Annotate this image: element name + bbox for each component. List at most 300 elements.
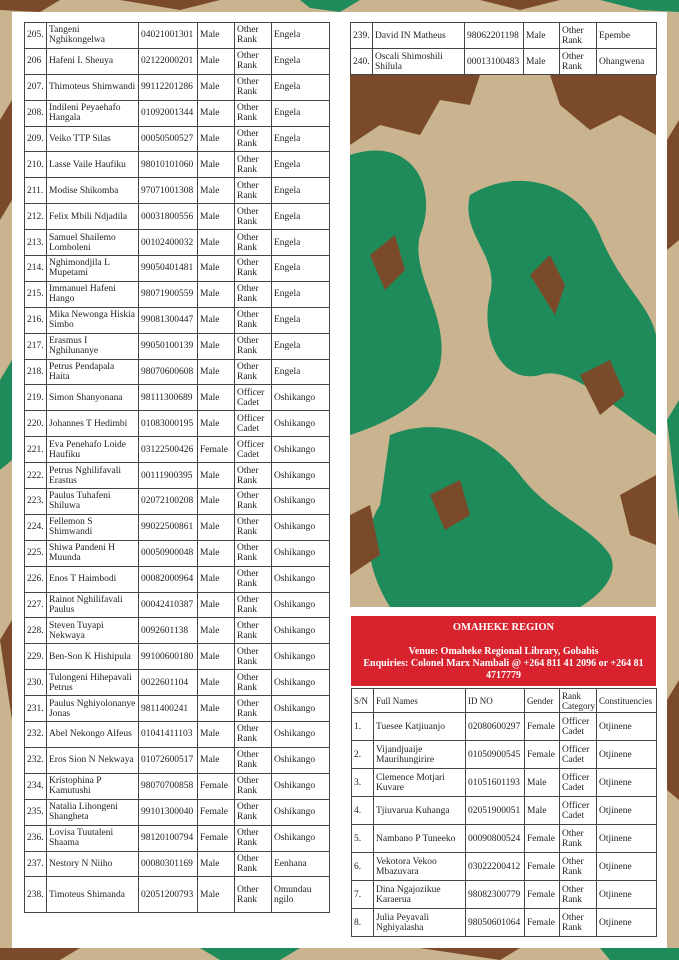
cell-id-no: 01051601193 [466, 769, 525, 797]
cell-rank: Officer Cadet [560, 741, 597, 769]
cell-full-name: Nambano P Tuneeko [374, 825, 466, 853]
cell-id-no: 00042410387 [139, 592, 198, 618]
cell-gender: Female [198, 825, 235, 851]
cell-id-no: 00050900048 [139, 540, 198, 566]
cell-constituency: Oshikango [272, 514, 330, 540]
table-row [352, 713, 657, 741]
cell-gender: Male [198, 126, 235, 152]
cell-constituency: Oshikango [272, 411, 330, 437]
cell-full-name: David IN Matheus [373, 23, 465, 49]
cell-gender: Female [525, 909, 560, 937]
cell-constituency: Oshikango [272, 747, 330, 773]
cell-gender: Male [198, 100, 235, 126]
table-row [25, 307, 330, 333]
table-row [25, 74, 330, 100]
cell-full-name: Eros Sion N Nekwaya [47, 747, 139, 773]
header-sn: S/N [352, 689, 374, 713]
cell-id-no: 01072600517 [139, 747, 198, 773]
cell-sn: 238. [25, 877, 47, 913]
region-header-box [351, 616, 656, 686]
cell-gender: Male [524, 49, 560, 75]
cell-gender: Male [198, 23, 235, 49]
cell-sn: 5. [352, 825, 374, 853]
cell-rank: Other Rank [560, 853, 597, 881]
cell-gender: Female [198, 799, 235, 825]
cell-sn: 211. [25, 178, 47, 204]
cell-rank: Officer Cadet [560, 797, 597, 825]
cell-sn: 215. [25, 281, 47, 307]
cell-constituency: Engela [272, 152, 330, 178]
table-row [25, 696, 330, 722]
table-row [25, 126, 330, 152]
cell-constituency: Engela [272, 100, 330, 126]
header-constituencies: Constituencies [597, 689, 657, 713]
cell-constituency: Oshikango [272, 385, 330, 411]
cell-rank: Other Rank [235, 566, 272, 592]
cell-gender: Female [525, 741, 560, 769]
cell-gender: Male [198, 152, 235, 178]
cell-full-name: Lovisa Tuutaleni Shaama [47, 825, 139, 851]
cell-rank: Other Rank [235, 152, 272, 178]
cell-full-name: Modise Shikomba [47, 178, 139, 204]
cell-sn: 220. [25, 411, 47, 437]
cell-full-name: Fellemon S Shimwandi [47, 514, 139, 540]
cell-full-name: Clemence Motjari Kuvare [374, 769, 466, 797]
cell-full-name: Dina Ngajozikue Karaerua [374, 881, 466, 909]
cell-rank: Other Rank [235, 747, 272, 773]
cell-gender: Male [524, 23, 560, 49]
cell-constituency: Oshikango [272, 773, 330, 799]
cell-full-name: Simon Shanyonana [47, 385, 139, 411]
cell-constituency: Engela [272, 204, 330, 230]
cell-sn: 227. [25, 592, 47, 618]
cell-gender: Male [198, 411, 235, 437]
cell-rank: Officer Cadet [235, 385, 272, 411]
cell-rank: Other Rank [235, 126, 272, 152]
cell-sn: 3. [352, 769, 374, 797]
cell-gender: Male [198, 333, 235, 359]
cell-sn: 235. [25, 799, 47, 825]
table-row [25, 178, 330, 204]
cell-id-no: 99100600180 [139, 644, 198, 670]
cell-full-name: Felix Mbili Ndjadila [47, 204, 139, 230]
cell-gender: Male [198, 385, 235, 411]
table-row [25, 411, 330, 437]
cell-id-no: 98071900559 [139, 281, 198, 307]
cell-constituency: Otjinene [597, 909, 657, 937]
table-row [25, 437, 330, 463]
cell-rank: Other Rank [560, 825, 597, 853]
cell-id-no: 02051900051 [466, 797, 525, 825]
cell-gender: Male [198, 747, 235, 773]
cell-sn: 231. [25, 696, 47, 722]
cell-constituency: Engela [272, 333, 330, 359]
table-row [25, 851, 330, 877]
cell-full-name: Johannes T Hedimbi [47, 411, 139, 437]
region-venue: Venue: Omaheke Regional Library, Gobabis [408, 646, 599, 657]
cell-full-name: Julia Peyavali Nghiyalasha [374, 909, 466, 937]
cell-gender: Male [198, 359, 235, 385]
table-row [25, 256, 330, 282]
cell-rank: Other Rank [235, 230, 272, 256]
cell-rank: Other Rank [235, 877, 272, 913]
table-row [25, 100, 330, 126]
cell-sn: 232. [25, 747, 47, 773]
table-row [25, 23, 330, 49]
cell-id-no: 03022200412 [466, 853, 525, 881]
cell-id-no: 02072100208 [139, 489, 198, 515]
cell-id-no: 01041411103 [139, 722, 198, 748]
cell-constituency: Otjinene [597, 713, 657, 741]
cell-id-no: 98010101060 [139, 152, 198, 178]
cell-rank: Other Rank [235, 773, 272, 799]
cell-id-no: 00102400032 [139, 230, 198, 256]
cell-gender: Male [198, 618, 235, 644]
cell-full-name: Steven Tuyapi Nekwaya [47, 618, 139, 644]
cell-id-no: 98111300689 [139, 385, 198, 411]
table-row [25, 877, 330, 913]
table-row [25, 799, 330, 825]
cell-id-no: 98070700858 [139, 773, 198, 799]
cell-sn: 224. [25, 514, 47, 540]
cell-id-no: 99101300040 [139, 799, 198, 825]
cell-sn: 225. [25, 540, 47, 566]
cell-constituency: Engela [272, 74, 330, 100]
cell-id-no: 00090800524 [466, 825, 525, 853]
cell-constituency: Engela [272, 48, 330, 74]
table-row [352, 853, 657, 881]
cell-constituency: Engela [272, 281, 330, 307]
cell-gender: Male [198, 307, 235, 333]
cell-full-name: Eva Penehafo Loide Haufiku [47, 437, 139, 463]
table-row [25, 747, 330, 773]
cell-gender: Female [525, 881, 560, 909]
cell-sn: 230. [25, 670, 47, 696]
cell-id-no: 00031800556 [139, 204, 198, 230]
cell-full-name: Oscali Shimoshili Shilula [373, 49, 465, 75]
table-row [352, 797, 657, 825]
cell-sn: 221. [25, 437, 47, 463]
cell-constituency: Engela [272, 126, 330, 152]
cell-rank: Other Rank [235, 281, 272, 307]
cell-sn: 228. [25, 618, 47, 644]
cell-sn: 205. [25, 23, 47, 49]
cell-rank: Other Rank [560, 881, 597, 909]
table-row [25, 48, 330, 74]
cell-id-no: 0022601104 [139, 670, 198, 696]
cell-full-name: Kristophina P Kamutushi [47, 773, 139, 799]
cell-id-no: 98050601064 [466, 909, 525, 937]
cell-rank: Other Rank [235, 100, 272, 126]
cell-full-name: Veiko TTP Silas [47, 126, 139, 152]
cell-gender: Female [198, 773, 235, 799]
cell-constituency: Oshikango [272, 463, 330, 489]
cell-id-no: 99112201286 [139, 74, 198, 100]
cell-sn: 8. [352, 909, 374, 937]
cell-id-no: 97071001308 [139, 178, 198, 204]
cell-sn: 240. [351, 49, 373, 75]
cell-gender: Male [198, 851, 235, 877]
cell-id-no: 00111900395 [139, 463, 198, 489]
cell-id-no: 02122000201 [139, 48, 198, 74]
cell-id-no: 98070600608 [139, 359, 198, 385]
cell-sn: 236. [25, 825, 47, 851]
cell-id-no: 99050401481 [139, 256, 198, 282]
cell-full-name: Tangeni Nghikongelwa [47, 23, 139, 49]
cell-gender: Male [198, 178, 235, 204]
cell-rank: Other Rank [235, 696, 272, 722]
cell-rank: Other Rank [235, 851, 272, 877]
cell-gender: Male [198, 204, 235, 230]
cell-sn: 206 [25, 48, 47, 74]
cell-rank: Other Rank [235, 514, 272, 540]
table-row [25, 540, 330, 566]
cell-full-name: Lasse Vaile Haufiku [47, 152, 139, 178]
table-row [25, 618, 330, 644]
cell-full-name: Shiwa Pandeni H Muunda [47, 540, 139, 566]
cell-full-name: Paulus Nghiyolonanye Jonas [47, 696, 139, 722]
cell-id-no: 00050500527 [139, 126, 198, 152]
cell-gender: Male [198, 540, 235, 566]
cell-constituency: Engela [272, 359, 330, 385]
table-row [25, 670, 330, 696]
cell-rank: Other Rank [235, 178, 272, 204]
table-row [352, 909, 657, 937]
cell-gender: Male [198, 489, 235, 515]
cell-rank: Other Rank [235, 333, 272, 359]
cell-full-name: Enos T Haimbodi [47, 566, 139, 592]
cell-full-name: Vijandjuaije Maurihungirire [374, 741, 466, 769]
cell-sn: 229. [25, 644, 47, 670]
table-row [25, 773, 330, 799]
cell-gender: Male [198, 256, 235, 282]
cell-id-no: 0092601138 [139, 618, 198, 644]
table-row [352, 825, 657, 853]
table-row [25, 489, 330, 515]
cell-gender: Male [198, 592, 235, 618]
cell-constituency: Omundau ngilo [272, 877, 330, 913]
cell-gender: Male [198, 696, 235, 722]
table-row [25, 204, 330, 230]
cell-full-name: Petrus Pendapala Haita [47, 359, 139, 385]
region-title: OMAHEKE REGION [452, 622, 555, 633]
camouflage-banner-art [350, 75, 656, 607]
cell-sn: 213. [25, 230, 47, 256]
cell-rank: Other Rank [235, 463, 272, 489]
cell-id-no: 02080600297 [466, 713, 525, 741]
table-row [352, 881, 657, 909]
cell-sn: 209. [25, 126, 47, 152]
cell-gender: Male [198, 74, 235, 100]
header-gender: Gender [525, 689, 560, 713]
cell-full-name: Nghimondjila L Mupetami [47, 256, 139, 282]
cell-sn: 1. [352, 713, 374, 741]
cell-sn: 4. [352, 797, 374, 825]
cell-full-name: Samuel Shailemo Lomboleni [47, 230, 139, 256]
cell-constituency: Otjinene [597, 853, 657, 881]
cell-sn: 2. [352, 741, 374, 769]
table-row [25, 152, 330, 178]
cell-gender: Male [525, 797, 560, 825]
cell-gender: Male [198, 463, 235, 489]
cell-rank: Other Rank [235, 592, 272, 618]
cell-constituency: Oshikango [272, 644, 330, 670]
recruit-list-table-left [24, 22, 330, 913]
cell-rank: Officer Cadet [235, 437, 272, 463]
cell-rank: Other Rank [235, 359, 272, 385]
cell-constituency: Otjinene [597, 881, 657, 909]
cell-full-name: Thimoteus Shimwandi [47, 74, 139, 100]
cell-constituency: Engela [272, 230, 330, 256]
cell-sn: 217. [25, 333, 47, 359]
cell-id-no: 00082000964 [139, 566, 198, 592]
cell-rank: Other Rank [560, 909, 597, 937]
cell-full-name: Mika Newonga Hiskia Simbo [47, 307, 139, 333]
table-row [352, 741, 657, 769]
cell-constituency: Oshikango [272, 696, 330, 722]
cell-rank: Other Rank [235, 48, 272, 74]
cell-full-name: Immanuel Hafeni Hango [47, 281, 139, 307]
cell-gender: Male [198, 644, 235, 670]
table-row [25, 825, 330, 851]
table-row [25, 592, 330, 618]
cell-sn: 234. [25, 773, 47, 799]
cell-constituency: Engela [272, 256, 330, 282]
cell-constituency: Otjinene [597, 825, 657, 853]
cell-constituency: Oshikango [272, 670, 330, 696]
cell-id-no: 98082300779 [466, 881, 525, 909]
cell-id-no: 99022500861 [139, 514, 198, 540]
cell-sn: 237. [25, 851, 47, 877]
cell-gender: Female [198, 437, 235, 463]
cell-full-name: Abel Nekongo Alfeus [47, 722, 139, 748]
table-row [25, 514, 330, 540]
cell-sn: 212. [25, 204, 47, 230]
table-row [25, 281, 330, 307]
table-row [352, 769, 657, 797]
cell-id-no: 98062201198 [465, 23, 524, 49]
cell-gender: Male [198, 514, 235, 540]
cell-full-name: Nestory N Niiho [47, 851, 139, 877]
cell-constituency: Oshikango [272, 618, 330, 644]
cell-constituency: Oshikango [272, 825, 330, 851]
cell-rank: Other Rank [235, 644, 272, 670]
table-row [25, 463, 330, 489]
table-row [25, 566, 330, 592]
cell-constituency: Engela [272, 23, 330, 49]
table-row [351, 23, 657, 49]
table-row [25, 230, 330, 256]
cell-rank: Other Rank [235, 23, 272, 49]
cell-constituency: Oshikango [272, 540, 330, 566]
cell-gender: Male [198, 877, 235, 913]
cell-full-name: Vekotora Vekoo Mbazuvara [374, 853, 466, 881]
cell-constituency: Oshikango [272, 592, 330, 618]
cell-rank: Officer Cadet [560, 769, 597, 797]
cell-full-name: Erasmus I Nghilunanye [47, 333, 139, 359]
cell-constituency: Engela [272, 307, 330, 333]
cell-gender: Female [525, 825, 560, 853]
cell-id-no: 98120100794 [139, 825, 198, 851]
cell-id-no: 02051200793 [139, 877, 198, 913]
cell-constituency: Oshikango [272, 489, 330, 515]
cell-full-name: Hafeni I. Sheuya [47, 48, 139, 74]
cell-constituency: Oshikango [272, 722, 330, 748]
table-row [25, 385, 330, 411]
cell-constituency: Oshikango [272, 799, 330, 825]
cell-id-no: 03122500426 [139, 437, 198, 463]
cell-sn: 218. [25, 359, 47, 385]
table-row [351, 49, 657, 75]
table-row [25, 722, 330, 748]
cell-rank: Other Rank [235, 489, 272, 515]
cell-constituency: Eenhana [272, 851, 330, 877]
cell-gender: Male [198, 48, 235, 74]
cell-rank: Other Rank [235, 204, 272, 230]
cell-rank: Officer Cadet [560, 713, 597, 741]
cell-rank: Other Rank [235, 74, 272, 100]
cell-full-name: Tjiuvarua Kuhanga [374, 797, 466, 825]
cell-constituency: Epembe [597, 23, 657, 49]
cell-constituency: Otjinene [597, 741, 657, 769]
cell-full-name: Tuesee Katjiuanjo [374, 713, 466, 741]
cell-id-no: 01050900545 [466, 741, 525, 769]
cell-constituency: Otjinene [597, 797, 657, 825]
camouflage-banner [350, 75, 656, 607]
cell-id-no: 00013100483 [465, 49, 524, 75]
cell-rank: Other Rank [235, 670, 272, 696]
cell-rank: Other Rank [235, 722, 272, 748]
cell-id-no: 99050100139 [139, 333, 198, 359]
cell-id-no: 9811400241 [139, 696, 198, 722]
cell-sn: 207. [25, 74, 47, 100]
cell-rank: Other Rank [235, 799, 272, 825]
cell-rank: Other Rank [235, 256, 272, 282]
cell-id-no: 99081300447 [139, 307, 198, 333]
cell-rank: Other Rank [560, 23, 597, 49]
region-enquiries: Enquiries: Colonel Marx Nambali @ +264 811 41 2096 or +264 81 4717779 [363, 658, 644, 681]
cell-constituency: Oshikango [272, 437, 330, 463]
cell-id-no: 01083000195 [139, 411, 198, 437]
header-rank-category: Rank Category [560, 689, 597, 713]
cell-full-name: Natalia Lihongeni Shangheta [47, 799, 139, 825]
cell-rank: Officer Cadet [235, 411, 272, 437]
cell-rank: Other Rank [235, 618, 272, 644]
cell-rank: Other Rank [560, 49, 597, 75]
cell-sn: 214. [25, 256, 47, 282]
cell-gender: Male [525, 769, 560, 797]
table-row [25, 333, 330, 359]
cell-constituency: Engela [272, 178, 330, 204]
table-row [25, 359, 330, 385]
recruit-list-table-right [350, 22, 657, 75]
cell-gender: Male [198, 230, 235, 256]
cell-gender: Male [198, 722, 235, 748]
cell-id-no: 04021001301 [139, 23, 198, 49]
cell-sn: 219. [25, 385, 47, 411]
cell-rank: Other Rank [235, 307, 272, 333]
header-id-no: ID NO [466, 689, 525, 713]
cell-sn: 239. [351, 23, 373, 49]
region-table-header-row [352, 689, 657, 713]
cell-sn: 7. [352, 881, 374, 909]
cell-gender: Male [198, 566, 235, 592]
cell-sn: 6. [352, 853, 374, 881]
cell-id-no: 01092001344 [139, 100, 198, 126]
cell-sn: 232. [25, 722, 47, 748]
table-row [25, 644, 330, 670]
cell-sn: 223. [25, 489, 47, 515]
